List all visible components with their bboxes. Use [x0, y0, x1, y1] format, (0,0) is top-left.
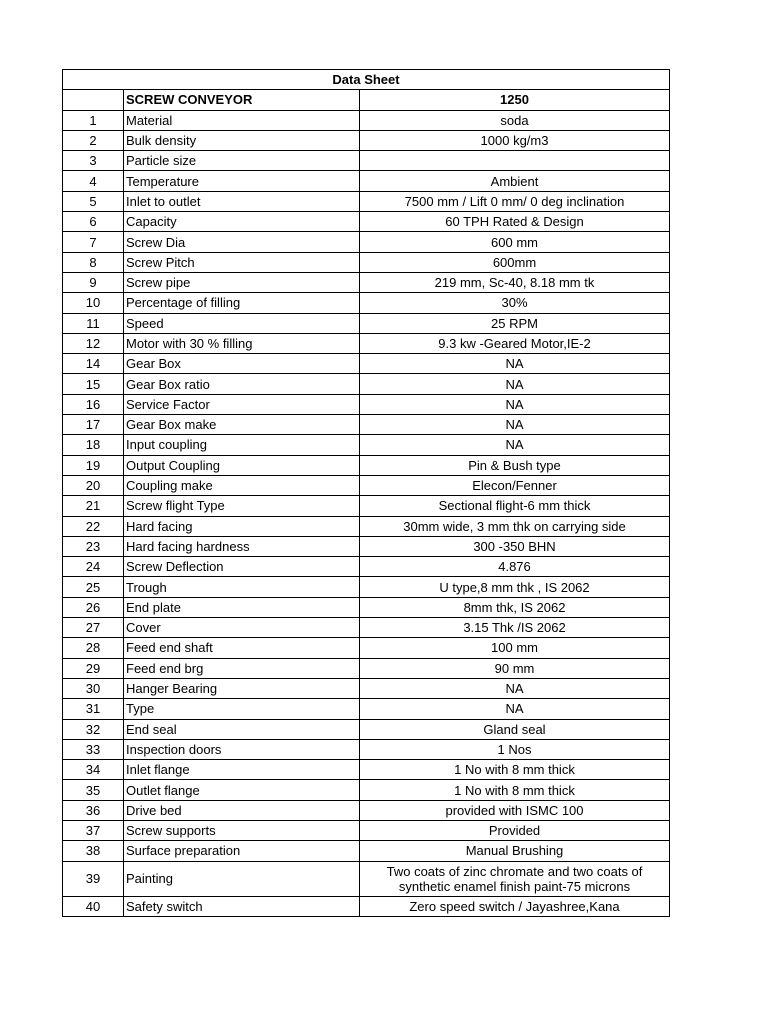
row-number-cell: 4 [63, 171, 124, 191]
sheet-title: Data Sheet [63, 70, 670, 90]
row-number-cell: 22 [63, 516, 124, 536]
parameter-cell: Coupling make [124, 475, 360, 495]
row-number-cell: 35 [63, 780, 124, 800]
row-number-cell: 27 [63, 618, 124, 638]
value-cell: Gland seal [360, 719, 670, 739]
table-row [63, 699, 670, 719]
row-number-cell: 34 [63, 760, 124, 780]
parameter-cell: End seal [124, 719, 360, 739]
value-cell: NA [360, 394, 670, 414]
row-number-cell: 12 [63, 333, 124, 353]
value-cell: 9.3 kw -Geared Motor,IE-2 [360, 333, 670, 353]
data-sheet-table [62, 69, 670, 917]
value-cell: NA [360, 354, 670, 374]
parameter-cell: Inlet flange [124, 760, 360, 780]
table-row [63, 800, 670, 820]
table-row [63, 597, 670, 617]
parameter-cell: Outlet flange [124, 780, 360, 800]
parameter-cell: Material [124, 110, 360, 130]
row-number-cell: 1 [63, 110, 124, 130]
parameter-cell: Capacity [124, 212, 360, 232]
row-number-cell: 17 [63, 415, 124, 435]
row-number-cell: 25 [63, 577, 124, 597]
value-cell: 1 No with 8 mm thick [360, 780, 670, 800]
table-row [63, 536, 670, 556]
table-row [63, 455, 670, 475]
parameter-cell: Hard facing [124, 516, 360, 536]
table-row [63, 841, 670, 861]
row-number-cell: 7 [63, 232, 124, 252]
table-row [63, 861, 670, 896]
value-cell: 60 TPH Rated & Design [360, 212, 670, 232]
value-cell: NA [360, 374, 670, 394]
value-cell: 4.876 [360, 557, 670, 577]
table-row [63, 354, 670, 374]
table-row [63, 577, 670, 597]
parameter-cell: Painting [124, 861, 360, 896]
parameter-cell: Trough [124, 577, 360, 597]
value-cell: 25 RPM [360, 313, 670, 333]
parameter-cell: Output Coupling [124, 455, 360, 475]
value-cell: 219 mm, Sc-40, 8.18 mm tk [360, 272, 670, 292]
row-number-cell: 40 [63, 896, 124, 916]
table-row [63, 171, 670, 191]
parameter-cell: Safety switch [124, 896, 360, 916]
row-number-cell: 20 [63, 475, 124, 495]
parameter-cell: Type [124, 699, 360, 719]
header-parameter-cell: SCREW CONVEYOR [124, 90, 360, 110]
value-cell: 7500 mm / Lift 0 mm/ 0 deg inclination [360, 191, 670, 211]
table-row [63, 557, 670, 577]
row-number-cell: 10 [63, 293, 124, 313]
parameter-cell: Screw flight Type [124, 496, 360, 516]
value-cell: NA [360, 415, 670, 435]
parameter-cell: Screw supports [124, 820, 360, 840]
parameter-cell: Feed end brg [124, 658, 360, 678]
value-cell: soda [360, 110, 670, 130]
parameter-cell: Screw Pitch [124, 252, 360, 272]
value-cell: Ambient [360, 171, 670, 191]
value-cell: 1000 kg/m3 [360, 130, 670, 150]
table-row [63, 252, 670, 272]
row-number-cell: 6 [63, 212, 124, 232]
value-cell: 90 mm [360, 658, 670, 678]
value-cell: Pin & Bush type [360, 455, 670, 475]
table-row [63, 333, 670, 353]
parameter-cell: Inlet to outlet [124, 191, 360, 211]
value-cell: 1 No with 8 mm thick [360, 760, 670, 780]
table-header-row [63, 90, 670, 110]
row-number-cell: 36 [63, 800, 124, 820]
table-row [63, 658, 670, 678]
value-cell: Zero speed switch / Jayashree,Kana [360, 896, 670, 916]
value-cell: provided with ISMC 100 [360, 800, 670, 820]
table-row [63, 212, 670, 232]
table-row [63, 760, 670, 780]
row-number-cell: 23 [63, 536, 124, 556]
value-cell: 30% [360, 293, 670, 313]
value-cell: 600 mm [360, 232, 670, 252]
row-number-cell: 3 [63, 151, 124, 171]
value-cell: 600mm [360, 252, 670, 272]
value-cell: 3.15 Thk /IS 2062 [360, 618, 670, 638]
table-row [63, 516, 670, 536]
row-number-cell: 28 [63, 638, 124, 658]
parameter-cell: Gear Box ratio [124, 374, 360, 394]
value-cell: NA [360, 699, 670, 719]
table-row [63, 293, 670, 313]
table-row [63, 638, 670, 658]
table-row [63, 313, 670, 333]
table-row [63, 415, 670, 435]
row-number-cell: 26 [63, 597, 124, 617]
row-number-cell: 5 [63, 191, 124, 211]
row-number-cell: 15 [63, 374, 124, 394]
row-number-cell: 18 [63, 435, 124, 455]
value-cell: Two coats of zinc chromate and two coats of synthetic enamel finish paint-75 microns [360, 861, 670, 896]
parameter-cell: Particle size [124, 151, 360, 171]
table-row [63, 618, 670, 638]
value-cell: 30mm wide, 3 mm thk on carrying side [360, 516, 670, 536]
table-row [63, 896, 670, 916]
parameter-cell: End plate [124, 597, 360, 617]
row-number-cell: 14 [63, 354, 124, 374]
parameter-cell: Cover [124, 618, 360, 638]
table-row [63, 151, 670, 171]
table-row [63, 678, 670, 698]
value-cell: 8mm thk, IS 2062 [360, 597, 670, 617]
row-number-cell: 30 [63, 678, 124, 698]
table-row [63, 496, 670, 516]
parameter-cell: Temperature [124, 171, 360, 191]
row-number-cell: 2 [63, 130, 124, 150]
parameter-cell: Inspection doors [124, 739, 360, 759]
row-number-cell: 32 [63, 719, 124, 739]
parameter-cell: Screw Deflection [124, 557, 360, 577]
value-cell: NA [360, 678, 670, 698]
row-number-cell: 39 [63, 861, 124, 896]
table-row [63, 130, 670, 150]
row-number-cell: 24 [63, 557, 124, 577]
header-no-cell [63, 90, 124, 110]
row-number-cell: 16 [63, 394, 124, 414]
table-row [63, 435, 670, 455]
value-cell: 100 mm [360, 638, 670, 658]
value-cell: Elecon/Fenner [360, 475, 670, 495]
parameter-cell: Speed [124, 313, 360, 333]
parameter-cell: Screw pipe [124, 272, 360, 292]
row-number-cell: 21 [63, 496, 124, 516]
table-row [63, 780, 670, 800]
value-cell [360, 151, 670, 171]
value-cell: U type,8 mm thk , IS 2062 [360, 577, 670, 597]
table-row [63, 739, 670, 759]
parameter-cell: Hard facing hardness [124, 536, 360, 556]
parameter-cell: Bulk density [124, 130, 360, 150]
parameter-cell: Input coupling [124, 435, 360, 455]
value-cell: Provided [360, 820, 670, 840]
row-number-cell: 37 [63, 820, 124, 840]
value-cell: 300 -350 BHN [360, 536, 670, 556]
parameter-cell: Percentage of filling [124, 293, 360, 313]
parameter-cell: Screw Dia [124, 232, 360, 252]
header-value-cell: 1250 [360, 90, 670, 110]
parameter-cell: Motor with 30 % filling [124, 333, 360, 353]
table-row [63, 374, 670, 394]
table-row [63, 394, 670, 414]
parameter-cell: Service Factor [124, 394, 360, 414]
table-row [63, 110, 670, 130]
row-number-cell: 29 [63, 658, 124, 678]
value-cell: 1 Nos [360, 739, 670, 759]
row-number-cell: 33 [63, 739, 124, 759]
parameter-cell: Drive bed [124, 800, 360, 820]
row-number-cell: 31 [63, 699, 124, 719]
row-number-cell: 11 [63, 313, 124, 333]
parameter-cell: Gear Box make [124, 415, 360, 435]
table-row [63, 191, 670, 211]
value-cell: NA [360, 435, 670, 455]
parameter-cell: Feed end shaft [124, 638, 360, 658]
value-cell: Manual Brushing [360, 841, 670, 861]
table-row [63, 232, 670, 252]
table-title-row [63, 70, 670, 90]
parameter-cell: Gear Box [124, 354, 360, 374]
table-row [63, 475, 670, 495]
parameter-cell: Surface preparation [124, 841, 360, 861]
table-row [63, 719, 670, 739]
parameter-cell: Hanger Bearing [124, 678, 360, 698]
row-number-cell: 8 [63, 252, 124, 272]
row-number-cell: 38 [63, 841, 124, 861]
row-number-cell: 9 [63, 272, 124, 292]
table-row [63, 820, 670, 840]
table-row [63, 272, 670, 292]
row-number-cell: 19 [63, 455, 124, 475]
value-cell: Sectional flight-6 mm thick [360, 496, 670, 516]
